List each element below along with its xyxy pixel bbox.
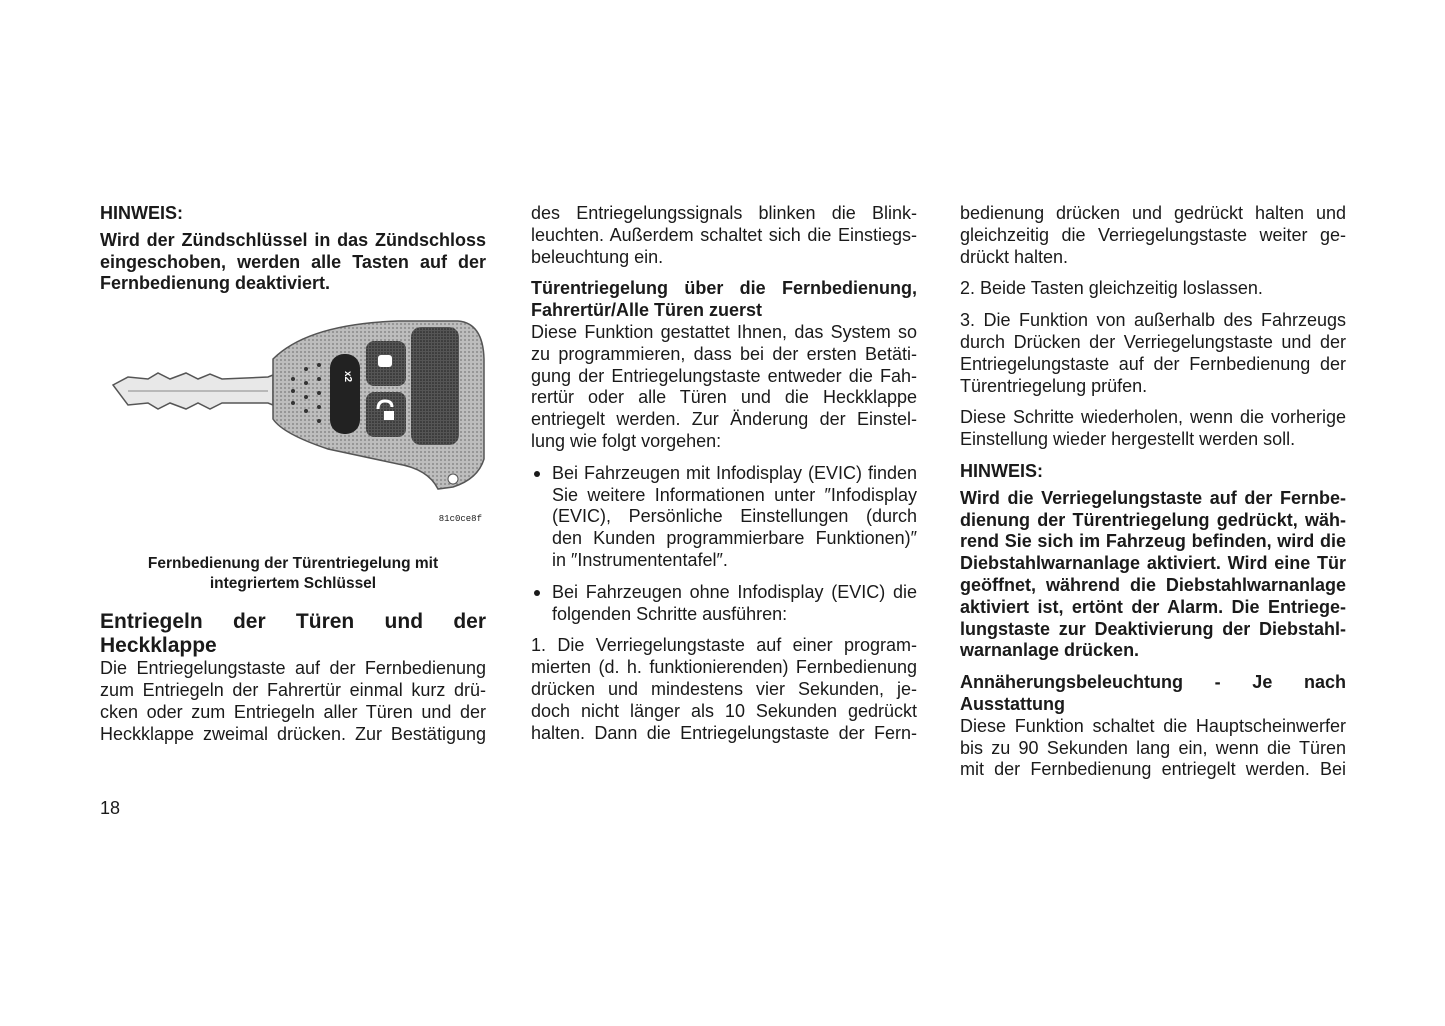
text-line: bedienung drücken und gedrückt halten und bbox=[960, 203, 1346, 223]
text-line: Bei Fahrzeugen ohne Infodisplay (EVIC) die bbox=[552, 581, 917, 602]
text-line: zum Entriegeln der Fahrertür einmal kurz drü- bbox=[100, 679, 486, 700]
note-text bbox=[100, 230, 486, 295]
liftgate-button-label: x2 bbox=[342, 371, 353, 383]
text-line: Die Entriegelungstaste auf der Fernbedienung bbox=[100, 658, 486, 679]
text-line: Türentriegelung über die Fernbedienung, bbox=[531, 278, 917, 299]
text-line: Heckklappe zweimal drücken. Zur Bestätigung bbox=[100, 723, 486, 744]
key-fob-figure bbox=[100, 319, 486, 534]
text-line: 1. Die Verriegelungstaste auf einer program- bbox=[531, 635, 917, 656]
column-3 bbox=[960, 203, 1346, 791]
paragraph bbox=[960, 278, 1346, 300]
text-line: Ausstattung bbox=[960, 693, 1065, 714]
text-line: entriegelt werden. Zur Änderung der Einstel- bbox=[531, 409, 917, 430]
note-text bbox=[960, 488, 1346, 662]
text-line: gung der Entriegelungstaste entweder die Fah- bbox=[531, 365, 917, 386]
paragraph bbox=[531, 203, 917, 268]
section-heading bbox=[100, 610, 486, 658]
text-line: (EVIC), Persönliche Einstellungen (durch bbox=[552, 506, 917, 527]
bullet-item bbox=[531, 582, 917, 626]
text-line: 3. Die Funktion von außerhalb des Fahrzeugs bbox=[960, 310, 1346, 331]
text-line: eingeschoben, werden alle Tasten auf der bbox=[100, 251, 486, 272]
text-line: Diebstahlwarnanlage aktiviert. Wird eine Tür bbox=[960, 553, 1346, 574]
figure-code: 81c0ce8f bbox=[438, 514, 482, 525]
text-line: Entriegelungstaste auf der Fernbedienung der bbox=[960, 353, 1346, 374]
note-text bbox=[100, 203, 486, 225]
paragraph bbox=[100, 658, 486, 745]
text-line: leuchten. Außerdem schaltet sich die Einstiegs- bbox=[531, 224, 917, 245]
text-line: rertür oder alle Türen und die Heckklappe bbox=[531, 387, 917, 408]
text-line: in ″Instrumententafel″. bbox=[552, 549, 728, 570]
text-line: mierten (d. h. funktionierenden) Fernbedienung bbox=[531, 657, 917, 678]
text-line: drücken und mindestens vier Sekunden, je- bbox=[531, 678, 917, 699]
text-line: lung wie folgt vorgehen: bbox=[531, 430, 722, 451]
text-line: den Kunden programmierbare Funktionen)″ bbox=[552, 528, 917, 549]
paragraph bbox=[960, 310, 1346, 397]
text-line: HINWEIS: bbox=[960, 460, 1043, 481]
text-line: 2. Beide Tasten gleichzeitig loslassen. bbox=[960, 278, 1263, 299]
key-fob-image bbox=[108, 319, 488, 499]
text-line: Fahrertür/Alle Türen zuerst bbox=[531, 300, 763, 321]
figure-caption bbox=[100, 554, 486, 594]
text-line: Einstellung wieder hergestellt werden soll. bbox=[960, 429, 1296, 450]
text-line: Bei Fahrzeugen mit Infodisplay (EVIC) finden bbox=[552, 462, 917, 483]
text-line: mit der Fernbedienung entriegelt werden. Bei bbox=[960, 759, 1346, 780]
paragraph bbox=[531, 635, 917, 744]
text-line: Fernbedienung der Türentriegelung mit bbox=[147, 555, 439, 573]
text-line: drückt halten. bbox=[960, 246, 1069, 267]
text-line: beleuchtung ein. bbox=[531, 246, 664, 267]
note-text bbox=[960, 461, 1346, 483]
column-2 bbox=[531, 203, 917, 754]
text-line: Wird der Zündschlüssel in das Zündschloss bbox=[100, 229, 486, 250]
text-line: des Entriegelungssignals blinken die Blink- bbox=[531, 203, 917, 223]
text-line: doch nicht länger als 10 Sekunden gedrückt bbox=[531, 700, 917, 721]
text-line: Annäherungsbeleuchtung - Je nach bbox=[960, 672, 1346, 693]
paragraph bbox=[531, 322, 917, 453]
text-line: Sie weitere Informationen unter ″Infodisplay bbox=[552, 484, 917, 505]
text-line: Diese Schritte wiederholen, wenn die vorherige bbox=[960, 407, 1346, 428]
column-1 bbox=[100, 203, 486, 755]
key-blade bbox=[113, 373, 273, 409]
text-line: warnanlage drücken. bbox=[960, 640, 1140, 661]
text-line: HINWEIS: bbox=[100, 203, 183, 223]
paragraph bbox=[960, 203, 1346, 268]
text-line: geöffnet, während die Diebstahlwarnanlage bbox=[960, 574, 1346, 595]
text-line: folgenden Schritte ausführen: bbox=[552, 603, 788, 624]
text-line: Diese Funktion schaltet die Hauptscheinwerfer bbox=[960, 715, 1346, 736]
text-line: gleichzeitig die Verriegelungstaste weiter ge- bbox=[960, 224, 1346, 245]
text-line: Türentriegelung prüfen. bbox=[960, 375, 1148, 396]
panic-button-area bbox=[411, 327, 459, 445]
text-line: bis zu 90 Sekunden lang ein, wenn die Türen bbox=[960, 737, 1346, 758]
paragraph bbox=[960, 407, 1346, 451]
text-line: halten. Dann die Entriegelungstaste der Fern- bbox=[531, 722, 917, 743]
text-line: Entriegeln der Türen und der bbox=[100, 610, 486, 634]
text-line: dienung der Türentriegelung gedrückt, wäh- bbox=[960, 509, 1346, 530]
text-line: zu programmieren, dass bei der ersten Betäti- bbox=[531, 343, 917, 364]
text-line: Diese Funktion gestattet Ihnen, das System so bbox=[531, 321, 917, 342]
text-line: Heckklappe bbox=[100, 634, 217, 658]
lock-icon bbox=[378, 355, 392, 367]
text-line: rend Sie sich im Fahrzeug befinden, wird die bbox=[960, 531, 1346, 552]
text-line: Fernbedienung deaktiviert. bbox=[100, 273, 331, 294]
text-line: cken oder zum Entriegeln aller Türen und der bbox=[100, 701, 486, 722]
liftgate-button bbox=[330, 354, 360, 434]
paragraph bbox=[960, 716, 1346, 781]
subheading bbox=[960, 672, 1346, 716]
page-number: 18 bbox=[100, 798, 121, 818]
text-line: durch Drücken der Verriegelungstaste und der bbox=[960, 331, 1346, 352]
text-line: lungstaste zur Deaktivierung der Diebstahl- bbox=[960, 618, 1346, 639]
bullet-item bbox=[531, 463, 917, 572]
text-line: integriertem Schlüssel bbox=[209, 575, 377, 593]
subheading bbox=[531, 278, 917, 322]
text-line: Wird die Verriegelungstaste auf der Fernbe- bbox=[960, 487, 1346, 508]
text-line: aktiviert ist, ertönt der Alarm. Die Entriege- bbox=[960, 596, 1346, 617]
